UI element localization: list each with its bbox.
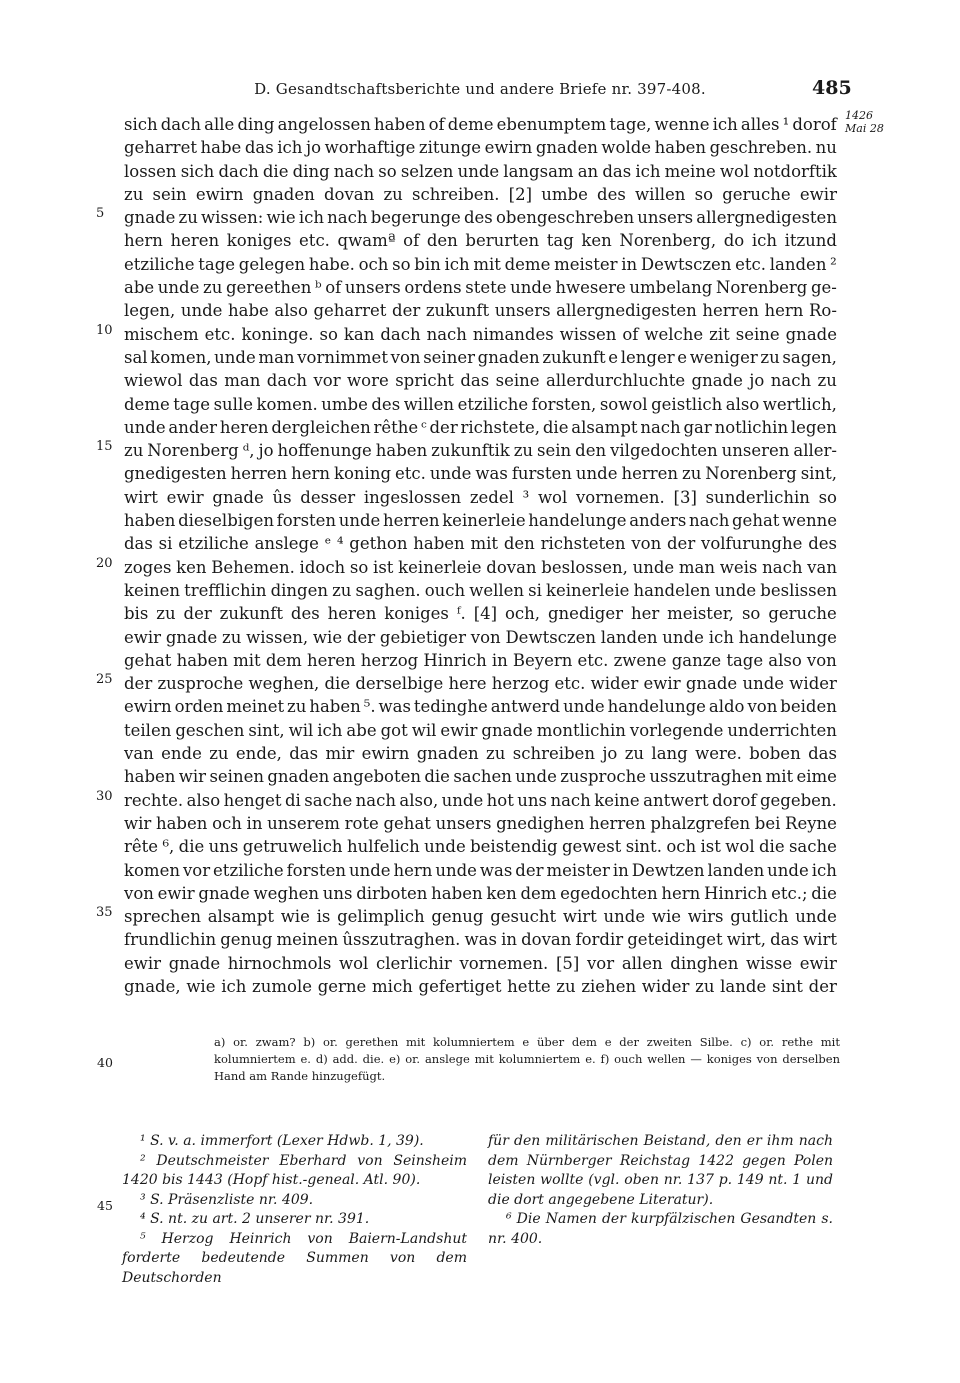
text-line: rechte. also henget di sache nach also, unde hot uns nach keine antwert dorof gegeben. (124, 790, 837, 810)
text-line: unde ander heren dergleichen rêthe ᶜ der richstete, die alsampt nach gar notlichin legen (124, 417, 837, 437)
footnote-5-continued: für den militärischen Beistand, den er ihm nach dem Nürnberger Reichstag 1422 gegen Polen leisten wollte (vgl. oben nr. 137 p. 149 nt. 1 und die dort angegebene Literatur). (488, 1133, 833, 1208)
margin-day: Mai 28 (845, 122, 884, 135)
text-line: keinen trefflichin dingen zu saghen. ouch wellen si keinerleie handelen unde beslissen (124, 580, 837, 600)
text-line: sich dach alle ding angelossen haben of deme ebenumptem tage, wenne ich alles ¹ dorof (124, 115, 837, 134)
text-line: zu Norenberg ᵈ, jo hoffenunge haben zukunftik zu sein den vilgedochten unseren aller- (124, 441, 837, 461)
text-line: ewir gnade zu wissen, wie der gebietiger von Dewtsczen landen unde ich handelunge (124, 627, 837, 647)
text-line: ewir gnade hirnochmols wol clerlichir vornemen. [5] vor allen dinghen wisse ewir (124, 953, 837, 973)
text-line: gehat haben mit dem heren herzog Hinrich in Beyern etc. zwene ganze tage also von (124, 650, 837, 670)
text-line: van ende zu ende, das mir ewirn gnaden zu schreiben jo zu lang were. boben das (124, 744, 837, 764)
footnotes-right-column (488, 1132, 833, 1249)
text-line: abe unde zu gereethen ᵇ of unsers ordens stete unde hwesere umbelang Norenberg ge- (124, 278, 837, 298)
footnotes-left-column (122, 1132, 467, 1288)
running-title: D. Gesandtschaftsberichte und andere Briefe nr. 397-408. (254, 80, 706, 98)
main-text-body (124, 113, 837, 998)
text-line: wir haben och in unserem rote gehat unsers gnedighen herren phalzgrefen bei Reyne (124, 813, 837, 833)
text-line: von ewir gnade weghen uns dirboten haben ken dem egedochten hern Hinrich etc.; die (124, 883, 837, 903)
text-line: etziliche tage gelegen habe. och so bin ich mit deme meister in Dewtsczen etc. landen ² (124, 254, 837, 274)
text-line: hern heren koniges etc. qwamª of den berurten tag ken Norenberg, do ich itzund (124, 231, 837, 251)
line-number-25: 25 (96, 672, 113, 687)
footnote-1: ¹ S. v. a. immerfort (Lexer Hdwb. 1, 39). (140, 1133, 424, 1149)
text-line: teilen geschen sint, wil ich abe got wil ewir gnade montlichin vorlegende underrichten (124, 720, 837, 740)
footnote-2: ² Deutschmeister Eberhard von Seinsheim 1420 bis 1443 (Hopf hist.-geneal. Atl. 90). (122, 1152, 467, 1188)
line-number-20: 20 (96, 556, 113, 571)
footnote-6: ⁶ Die Namen der kurpfälzischen Gesandten s. nr. 400. (488, 1211, 833, 1247)
text-line: deme tage sulle komen. umbe des willen etziliche forsten, sowol geistlich also wertlich, (124, 394, 837, 414)
text-line: gnade, wie ich zumole gerne mich gefertiget hette zu ziehen wider zu lande sint der (124, 976, 837, 996)
text-line: ewirn orden meinet zu haben ⁵. was tedinghe antwerd unde handelunge aldo von beiden (124, 697, 837, 717)
text-line: zu sein ewirn gnaden dovan zu schreiben. [2] umbe des willen so geruche ewir (124, 184, 837, 204)
text-line: haben wir seinen gnaden angeboten die sachen unde zusproche usszutraghen mit eime (124, 767, 837, 787)
footnote-5: ⁵ Herzog Heinrich von Baiern-Landshut forderte bedeutende Summen von dem Deutschorden (122, 1230, 467, 1286)
text-line: haben dieselbigen forsten unde herren keinerleie handelunge anders nach gehat wenne (124, 511, 837, 531)
line-number-5: 5 (96, 206, 105, 221)
text-line: wiewol das man dach vor wore spricht das seine allerdurchluchte gnade jo nach zu (124, 371, 837, 391)
text-line: frundlichin genug meinen ûsszutraghen. was in dovan fordir geteidinget wirt, das wirt (124, 930, 837, 950)
line-number-35: 35 (96, 905, 113, 920)
footnote-line-number: 45 (97, 1198, 113, 1213)
page-number: 485 (812, 77, 852, 99)
line-number-10: 10 (96, 323, 113, 338)
text-line: wirt ewir gnade ûs desser ingeslossen zedel ³ wol vornemen. [3] sunderlichin so (124, 487, 837, 507)
line-number-15: 15 (96, 439, 113, 454)
text-line: sal komen, unde man vornimmet von seiner gnaden zukunft e lenger e weniger zu sagen, (124, 347, 837, 367)
footnote-4: ⁴ S. nt. zu art. 2 unserer nr. 391. (140, 1211, 370, 1227)
apparatus-line-number: 40 (97, 1055, 113, 1070)
margin-date-note (845, 109, 884, 135)
text-line: zoges ken Behemen. idoch so ist keinerleie dovan beslossen, unde man weis nach van (124, 557, 837, 577)
line-number-30: 30 (96, 789, 113, 804)
text-line: der zusproche weghen, die derselbige here herzog etc. wider ewir gnade unde wider (124, 674, 837, 694)
text-line: bis zu der zukunft des heren koniges ᶠ. [4] och, gnediger her meister, so geruche (124, 604, 837, 624)
text-line: lossen sich dach die ding nach so selzen unde langsam an das ich meine wol notdorftik (124, 161, 837, 181)
text-line: gnedigesten herren hern koning etc. unde was fursten unde herren zu Norenberg sint, (124, 464, 837, 484)
text-line: komen vor etziliche forsten unde hern unde was der meister in Dewtzen landen unde ich (124, 860, 837, 880)
footnote-3: ³ S. Präsenzliste nr. 409. (140, 1191, 314, 1208)
critical-apparatus: a) or. zwam? b) or. gerethen mit kolumniertem e über dem e der zweiten Silbe. c) or. rethe mit kolumniertem e. d) add. die. e) or. anslege mit kolumniertem e. f) ouch wellen — koniges von derselben Hand am Rande hinzugefügt. (214, 1035, 840, 1083)
text-line: geharret habe das ich jo worhaftige zitunge ewirn gnaden wolde haben geschreben. nu (124, 138, 837, 158)
text-line: rête ⁶, die uns getruwelich hulfelich unde beistendig gewest sint. och ist wol die sache (124, 837, 837, 857)
text-line: legen, unde habe also geharret der zukunft unsers allergnedigesten herren hern Ro- (124, 301, 837, 321)
text-line: sprechen alsampt wie is gelimplich genug gesucht wirt unde wie wirs gutlich unde (124, 907, 837, 927)
text-line: gnade zu wissen: wie ich nach begerunge des obengeschreben unsers allergnedigesten (124, 208, 837, 228)
text-line: das si etziliche anslege ᵉ ⁴ gethon haben mit den richsteten von der volfurunghe des (124, 534, 837, 554)
text-line: mischem etc. koninge. so kan dach nach nimandes wissen of welche zit seine gnade (124, 324, 837, 344)
margin-year: 1426 (845, 109, 873, 122)
